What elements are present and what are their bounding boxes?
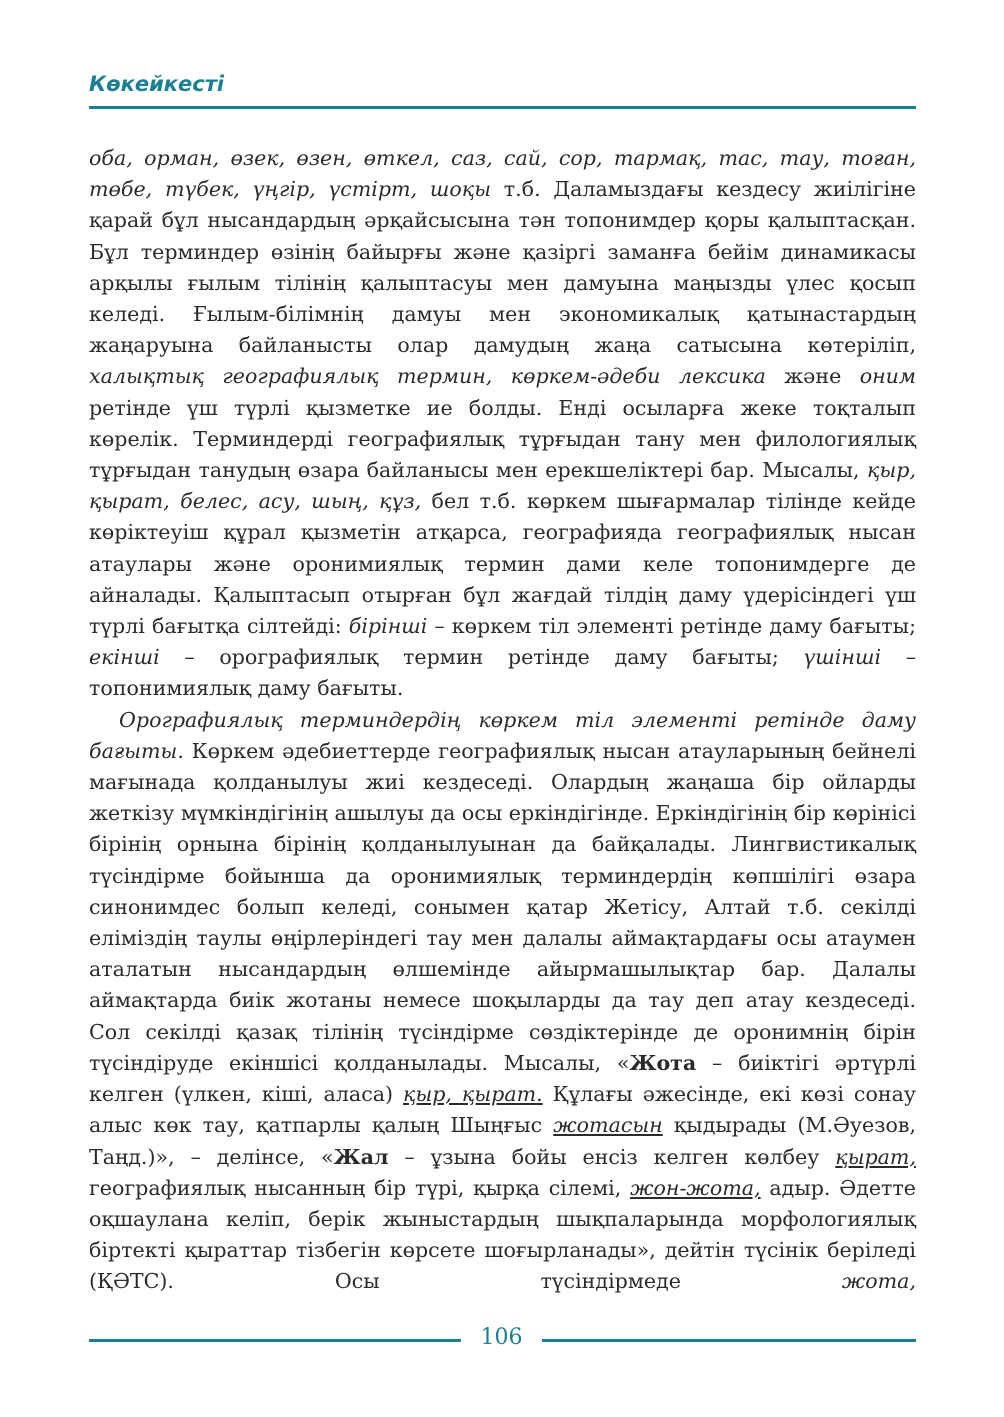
footer-divider-left — [89, 1339, 461, 1342]
text-run: жон-жота, — [630, 1175, 761, 1200]
text-run: Жота — [629, 1050, 697, 1075]
text-run: адыр. Әдетте оқшаулана келіп, берік жыныстардың шықпаларында морфологиялық біртекті қыраттар тізбегін көрсете шоғырланады», дейтін түсінік беріледі (ҚӘТС). Осы түсіндірмеде — [89, 1175, 916, 1294]
text-run: жота, — [841, 1269, 916, 1294]
text-run: қыр, қырат. — [403, 1082, 543, 1107]
text-run: – топонимиялық даму бағыты. — [89, 645, 917, 701]
text-run: оним — [859, 364, 916, 389]
text-run: Көркем әдебиеттерде географиялық нысан атауларының бейнелі мағынада қолданылуы жиі кездеседі. Олардың жаңаша бір ойларды жеткізу мүмкіндігінің ашылуы да осы еркіндігінде. Еркіндігінің бір көрінісі бірінің орнына бірінің қолданылуынан да байқалады. Лингвистикалық түсіндірме бойынша да оронимиялық терминдердің көпшілігі өзара синонимдес болып келеді, сонымен қатар Жетісу, Алтай т.б. секілді еліміздің таулы өңірлеріндегі тау мен далалы аймақтардағы осы атаумен аталатын нысандардың өлшемінде айырмашылықтар бар. Далалы аймақтарда биік жотаны немесе шоқыларды да тау деп атау кездеседі. Сол секілді қазақ тілінің түсіндірме сөздіктерінде де оронимнің бірін түсіндіруде екіншісі қолданылады. Мысалы, « — [89, 738, 916, 1075]
text-run: т.б. Даламыздағы кездесу жиілігіне қарай бұл нысандардың әрқайсысына тән топонимдер қоры қалыптасқан. Бұл терминдер өзінің байырғы және қазіргі заманға бейім динамикасы арқылы ғылым тілінің қалыптасуы мен дамуына маңызды үлес қосып келеді. Ғылым-білімнің дамуы мен экономикалық қатынастардың жаңаруына байланысты олар дамудың жаңа сатысына көтеріліп, — [89, 177, 916, 358]
text-run: географиялық нысанның бір түрі, қырқа сілемі, — [89, 1175, 631, 1200]
running-header-title: Көкейкесті — [89, 72, 225, 96]
text-run: Жал — [333, 1144, 389, 1169]
paragraph-1 — [89, 143, 916, 705]
text-run: үшінші — [803, 645, 882, 670]
text-run: Құлағы әжесінде, екі көзі сонау алыс көк тау, қатпарлы қалың Шыңғыс — [89, 1082, 916, 1138]
text-run: бірінші — [348, 614, 428, 639]
page-number: 106 — [480, 1325, 523, 1350]
text-run: бел т.б. көркем шығармалар тілінде кейде көріктеуіш құрал қызметін атқарса, географияда географиялық нысан атаулары және оронимиялық термин дами келе топонимдерге де айналады. Қалыптасып отырған бұл жағдай тілдің даму үдерісіндегі үш түрлі бағытқа сілтейді: — [89, 489, 916, 639]
text-run: екінші — [89, 645, 160, 670]
text-run: халықтық географиялық термин, көркем-әдеби лексика — [89, 364, 766, 389]
text-run: қырат, — [835, 1144, 917, 1169]
text-run: оба, орман, өзек, өзен, өткел, саз, сай, сор, тармақ, тас, тау, тоған, төбе, түбек, үңгір, үстірт, шоқы — [89, 146, 916, 202]
text-run: ретінде үш түрлі қызметке ие болды. Енді осыларға жеке тоқталып көрелік. Терминдерді географиялық тұрғыдан тану мен филологиялық тұрғыдан танудың өзара байланысы мен ерекшеліктері бар. Мысалы, — [89, 395, 916, 483]
header-divider — [89, 106, 916, 109]
text-run: және — [765, 364, 860, 389]
text-run: – биіктігі әртүрлі келген (үлкен, кіші, аласа) — [89, 1050, 916, 1107]
text-run: қыдырады (М.Әуезов, Таңд.)», – делінсе, « — [89, 1113, 916, 1169]
text-run: – ұзына бойы енсіз келген көлбеу — [388, 1144, 836, 1169]
text-run: – орографиялық термин ретінде даму бағыты; — [159, 645, 804, 670]
text-run: – көркем тіл элементі ретінде даму бағыты; — [427, 614, 917, 639]
text-run: жотасын — [553, 1113, 663, 1138]
text-run: Орографиялық терминдердің көркем тіл элементі ретінде даму бағыты. — [89, 707, 916, 763]
paragraph-2 — [89, 705, 916, 1298]
footer-divider-right — [542, 1339, 916, 1342]
text-run: қыр, қырат, белес, асу, шың, құз, — [89, 458, 916, 514]
main-text — [89, 143, 916, 1298]
